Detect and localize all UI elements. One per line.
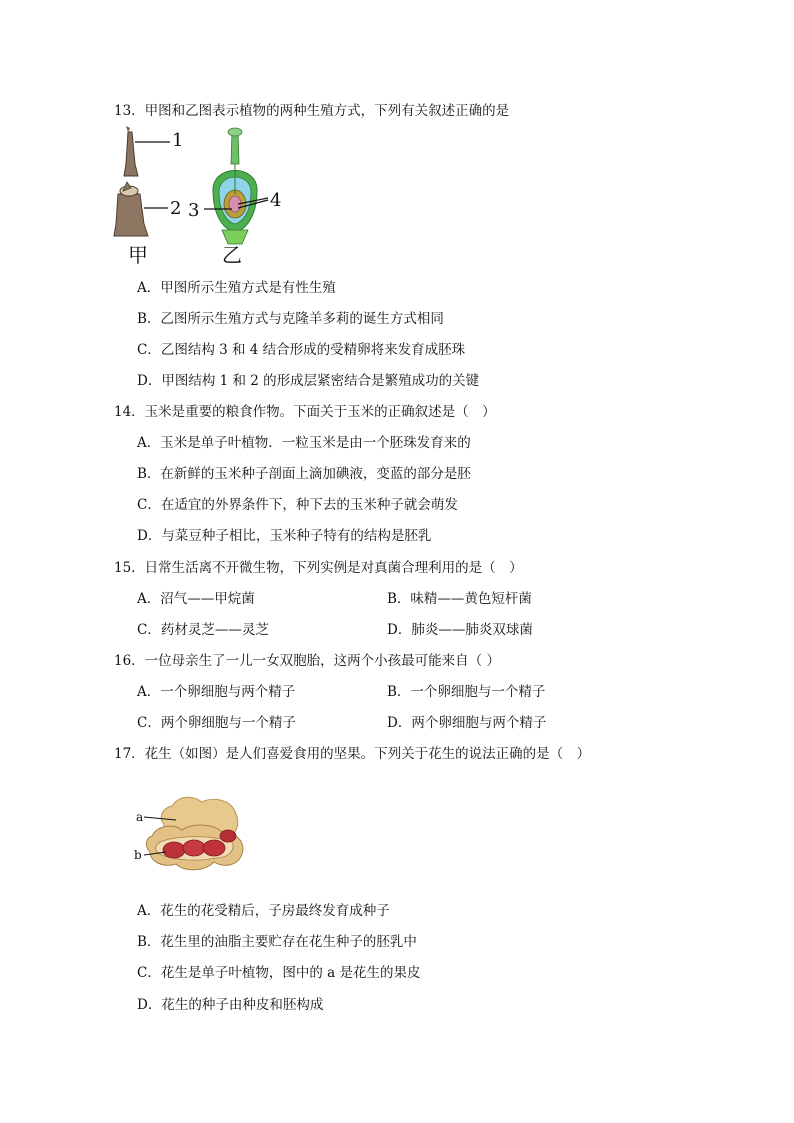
label-jia: 甲: [128, 243, 148, 266]
q17-option-c: C．花生是单子叶植物，图中的 a 是花生的果皮: [137, 965, 421, 981]
label-3: 3: [188, 200, 200, 221]
question-14-stem: 14．玉米是重要的粮食作物。下面关于玉米的正确叙述是（ ）: [114, 404, 496, 420]
label-1: 1: [172, 130, 184, 151]
label-b: b: [134, 848, 142, 862]
label-2: 2: [170, 198, 182, 219]
q15-option-d: D．肺炎——肺炎双球菌: [387, 622, 533, 638]
label-a: a: [136, 810, 144, 824]
flower-figure: [204, 128, 268, 244]
q16-option-c: C．两个卵细胞与一个精子: [137, 715, 296, 731]
question-15-stem: 15．日常生活离不开微生物，下列实例是对真菌合理利用的是（ ）: [114, 560, 523, 576]
q13-option-a: A．甲图所示生殖方式是有性生殖: [137, 280, 336, 296]
question-13-stem: 13．甲图和乙图表示植物的两种生殖方式，下列有关叙述正确的是: [114, 103, 510, 119]
q17-option-b: B．花生里的油脂主要贮存在花生种子的胚乳中: [137, 934, 417, 950]
q14-option-b: B．在新鲜的玉米种子剖面上滴加碘液，变蓝的部分是胚: [137, 466, 471, 482]
q16-option-a: A．一个卵细胞与两个精子: [137, 684, 296, 700]
question-13-figure: [110, 124, 290, 266]
q14-option-a: A．玉米是单子叶植物．一粒玉米是由一个胚珠发育来的: [137, 435, 471, 451]
q13-option-b: B．乙图所示生殖方式与克隆羊多莉的诞生方式相同: [137, 311, 444, 327]
q16-option-b: B．一个卵细胞与一个精子: [387, 684, 546, 700]
question-17-figure: [132, 788, 250, 880]
q15-option-b: B．味精——黄色短杆菌: [387, 591, 532, 607]
label-yi: 乙: [222, 243, 242, 266]
q15-option-a: A．沼气——甲烷菌: [137, 591, 255, 607]
question-16-stem: 16．一位母亲生了一儿一女双胞胎，这两个小孩最可能来自（ ）: [114, 653, 500, 669]
question-17-stem: 17．花生（如图）是人们喜爱食用的坚果。下列关于花生的说法正确的是（ ）: [114, 746, 591, 762]
q13-option-d: D．甲图结构 1 和 2 的形成层紧密结合是繁殖成功的关键: [137, 373, 480, 389]
q17-option-a: A．花生的花受精后，子房最终发育成种子: [137, 903, 390, 919]
q17-option-d: D．花生的种子由种皮和胚构成: [137, 997, 324, 1013]
grafting-figure: [114, 126, 170, 236]
q14-option-d: D．与菜豆种子相比，玉米种子特有的结构是胚乳: [137, 528, 432, 544]
q14-option-c: C．在适宜的外界条件下，种下去的玉米种子就会萌发: [137, 497, 458, 513]
q13-option-c: C．乙图结构 3 和 4 结合形成的受精卵将来发育成胚珠: [137, 342, 466, 358]
q15-option-c: C．药材灵芝——灵芝: [137, 622, 269, 638]
q16-option-d: D．两个卵细胞与两个精子: [387, 715, 547, 731]
label-4: 4: [270, 190, 282, 211]
peanut-figure: [144, 797, 243, 870]
